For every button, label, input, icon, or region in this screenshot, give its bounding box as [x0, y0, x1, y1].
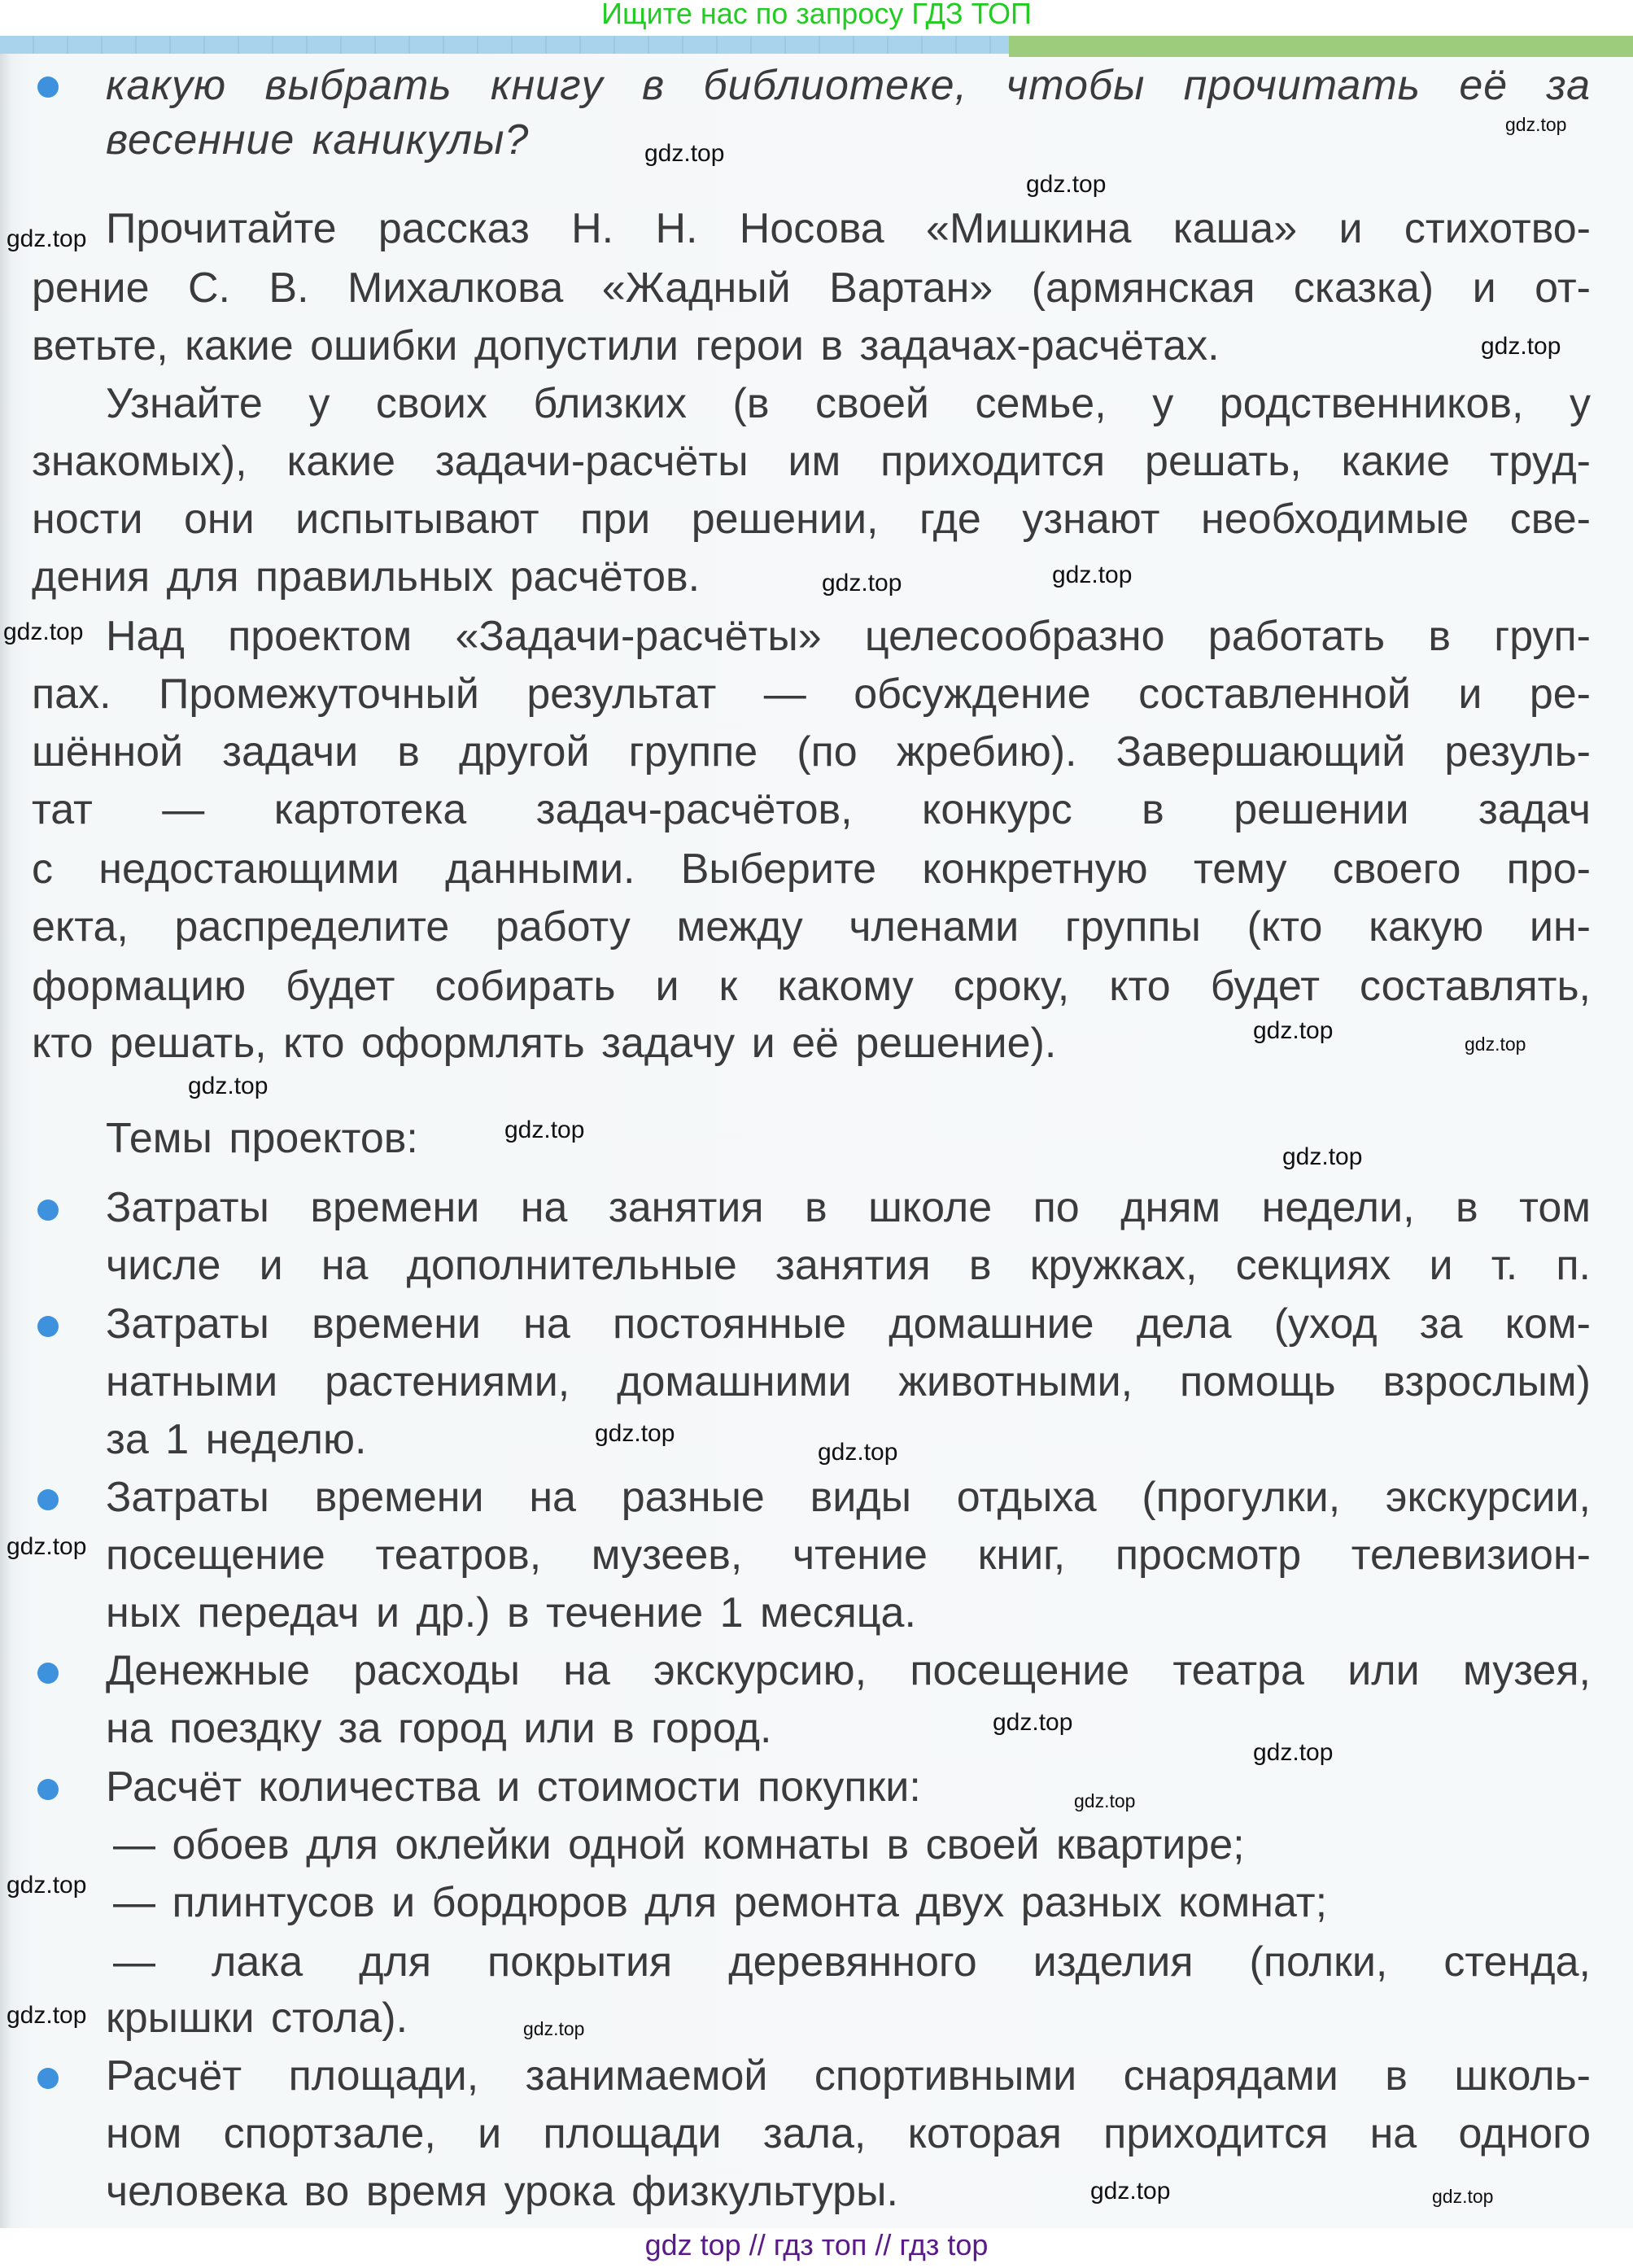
- paragraph-line: пах. Промежуточный результат — обсуждение составленной и ре-: [32, 671, 1591, 718]
- watermark: gdz.top: [595, 1420, 675, 1447]
- paragraph-line: формацию будет собирать и к какому сроку, кто будет составлять,: [32, 963, 1591, 1010]
- topic-line: на поездку за город или в город.: [106, 1705, 772, 1752]
- topic-line: посещение театров, музеев, чтение книг, просмотр телевизион-: [106, 1532, 1591, 1579]
- topic-line: ных передач и др.) в течение 1 месяца.: [106, 1589, 916, 1637]
- top-banner[interactable]: Ищите нас по запросу ГДЗ ТОП: [601, 0, 1032, 30]
- topics-heading: Темы проектов:: [106, 1115, 418, 1162]
- question-line: весенние каникулы?: [106, 116, 530, 164]
- watermark: gdz.top: [1432, 2186, 1494, 2207]
- topic-line: Затраты времени на постоянные домашние дела (уход за ком-: [106, 1300, 1591, 1348]
- watermark: gdz.top: [1253, 1017, 1334, 1044]
- watermark: gdz.top: [188, 1073, 269, 1099]
- sub-item-line: — плинтусов и бордюров для ремонта двух разных комнат;: [113, 1879, 1328, 1926]
- paragraph-line: кто решать, кто оформлять задачу и её решение).: [32, 1020, 1057, 1067]
- paragraph-line: дения для правильных расчётов.: [32, 553, 701, 601]
- paragraph-line: с недостающими данными. Выберите конкретную тему своего про-: [32, 846, 1591, 893]
- bullet-icon: [37, 1316, 59, 1337]
- watermark: gdz.top: [644, 140, 725, 167]
- bullet-icon: [37, 76, 59, 98]
- topic-line: человека во время урока физкультуры.: [106, 2168, 898, 2215]
- paragraph-line: Над проектом «Задачи-расчёты» целесообразно работать в груп-: [106, 613, 1591, 660]
- paragraph-line: ветьте, какие ошибки допустили герои в задачах-расчётах.: [32, 322, 1220, 369]
- topic-line: Затраты времени на занятия в школе по дням недели, в том: [106, 1184, 1591, 1231]
- watermark: gdz.top: [7, 2002, 87, 2029]
- paragraph-line: Узнайте у своих близких (в своей семье, у родственников, у: [106, 380, 1591, 427]
- watermark: gdz.top: [1052, 562, 1133, 588]
- watermark: gdz.top: [822, 570, 902, 596]
- paragraph-line: знакомых), какие задачи-расчёты им приходится решать, какие труд-: [32, 438, 1591, 485]
- watermark: gdz.top: [523, 2018, 585, 2039]
- watermark: gdz.top: [1090, 2178, 1171, 2205]
- watermark: gdz.top: [504, 1117, 585, 1143]
- watermark: gdz.top: [1074, 1790, 1136, 1811]
- watermark: gdz.top: [1505, 114, 1567, 135]
- bullet-icon: [37, 1779, 59, 1800]
- topic-line: натными растениями, домашними животными, помощь взрослым): [106, 1358, 1591, 1405]
- watermark: gdz.top: [1253, 1739, 1334, 1766]
- sub-item-line: крышки стола).: [106, 1995, 408, 2042]
- topic-line: Расчёт количества и стоимости покупки:: [106, 1763, 921, 1811]
- watermark: gdz.top: [818, 1439, 898, 1466]
- topic-line: числе и на дополнительные занятия в кружках, секциях и т. п.: [106, 1242, 1591, 1289]
- page-top-stripe-green: [1009, 36, 1633, 57]
- watermark: gdz.top: [3, 618, 84, 645]
- bullet-icon: [37, 1200, 59, 1221]
- bullet-icon: [37, 2068, 59, 2089]
- page-top-stripe-blue: [0, 36, 1009, 54]
- sub-item-line: — лака для покрытия деревянного изделия (полки, стенда,: [113, 1938, 1591, 1986]
- footer-banner[interactable]: gdz top // гдз топ // гдз top: [644, 2228, 989, 2261]
- topic-line: за 1 неделю.: [106, 1416, 367, 1463]
- topic-line: Затраты времени на разные виды отдыха (прогулки, экскурсии,: [106, 1474, 1591, 1521]
- paragraph-line: Прочитайте рассказ Н. Н. Носова «Мишкина каша» и стихотво-: [106, 205, 1591, 252]
- watermark: gdz.top: [7, 225, 87, 252]
- paragraph-line: рение С. В. Михалкова «Жадный Вартан» (армянская сказка) и от-: [32, 264, 1591, 312]
- question-line: какую выбрать книгу в библиотеке, чтобы прочитать её за: [106, 62, 1591, 109]
- paragraph-line: тат — картотека задач-расчётов, конкурс в решении задач: [32, 786, 1591, 833]
- paragraph-line: ности они испытывают при решении, где узнают необходимые све-: [32, 496, 1591, 543]
- watermark: gdz.top: [993, 1709, 1073, 1736]
- watermark: gdz.top: [1465, 1033, 1526, 1055]
- topic-line: Расчёт площади, занимаемой спортивными снарядами в школь-: [106, 2052, 1591, 2100]
- watermark: gdz.top: [7, 1533, 87, 1560]
- topic-line: Денежные расходы на экскурсию, посещение театра или музея,: [106, 1647, 1591, 1694]
- bullet-icon: [37, 1489, 59, 1510]
- paragraph-line: екта, распределите работу между членами группы (кто какую ин-: [32, 903, 1591, 950]
- watermark: gdz.top: [7, 1872, 87, 1899]
- watermark: gdz.top: [1282, 1143, 1363, 1170]
- bullet-icon: [37, 1663, 59, 1684]
- sub-item-line: — обоев для оклейки одной комнаты в своей квартире;: [113, 1821, 1245, 1868]
- paragraph-line: шённой задачи в другой группе (по жребию). Завершающий резуль-: [32, 728, 1591, 776]
- watermark: gdz.top: [1481, 333, 1561, 360]
- topic-line: ном спортзале, и площади зала, которая приходится на одного: [106, 2110, 1591, 2157]
- watermark: gdz.top: [1026, 171, 1107, 198]
